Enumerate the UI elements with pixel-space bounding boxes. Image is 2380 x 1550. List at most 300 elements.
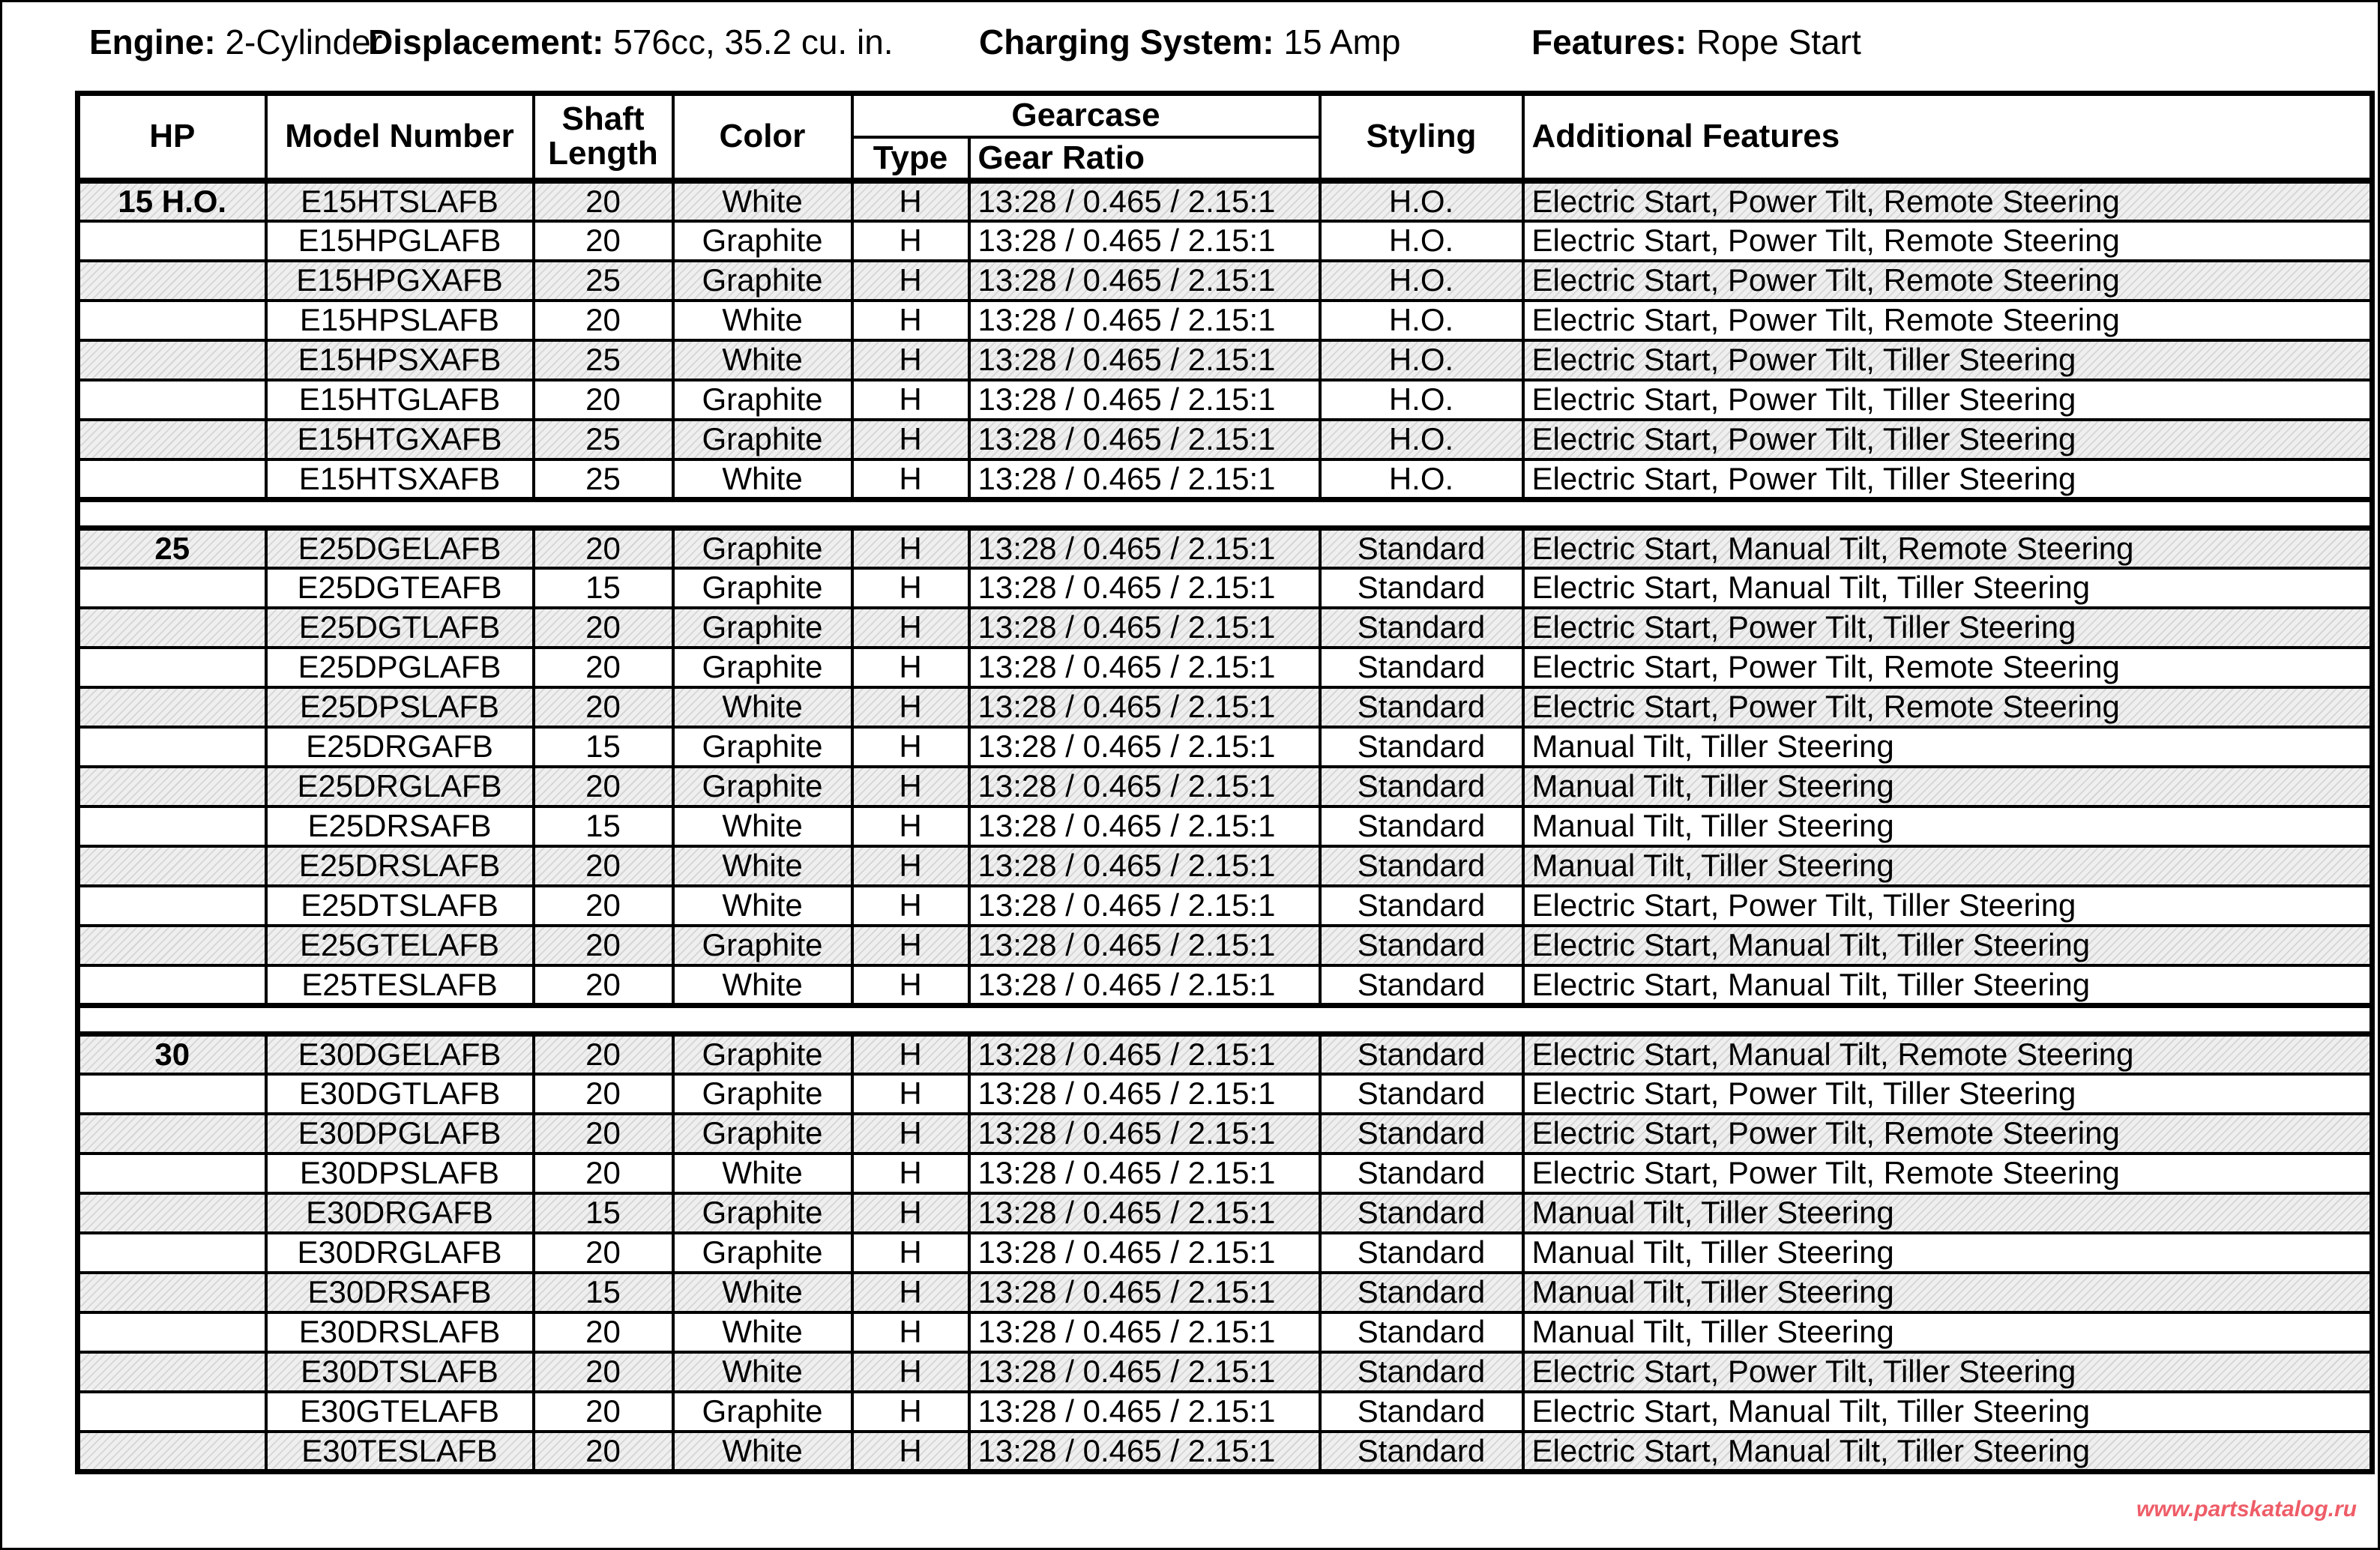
- cell-styling: Standard: [1320, 1074, 1523, 1114]
- cell-additional-features: Electric Start, Power Tilt, Remote Steering: [1523, 1154, 2373, 1193]
- cell-styling: Standard: [1320, 1233, 1523, 1273]
- table-row: [78, 1432, 2373, 1472]
- cell-gearcase-type: H: [852, 301, 969, 340]
- cell-styling: H.O.: [1320, 261, 1523, 301]
- cell-additional-features: Electric Start, Manual Tilt, Tiller Steering: [1523, 926, 2373, 965]
- cell-shaft-length: 20: [534, 301, 673, 340]
- cell-shaft-length: 20: [534, 1034, 673, 1074]
- cell-gear-ratio: 13:28 / 0.465 / 2.15:1: [969, 1352, 1320, 1392]
- table-row: [78, 459, 2373, 500]
- cell-additional-features: Manual Tilt, Tiller Steering: [1523, 806, 2373, 846]
- cell-gearcase-type: H: [852, 727, 969, 767]
- cell-gear-ratio: 13:28 / 0.465 / 2.15:1: [969, 846, 1320, 886]
- cell-model-number: E30DPGLAFB: [266, 1114, 534, 1154]
- cell-shaft-length: 20: [534, 1432, 673, 1472]
- cell-hp: [78, 1193, 266, 1233]
- cell-gearcase-type: H: [852, 965, 969, 1006]
- cell-gearcase-type: H: [852, 1034, 969, 1074]
- cell-styling: Standard: [1320, 648, 1523, 687]
- cell-color: White: [673, 1352, 852, 1392]
- cell-gear-ratio: 13:28 / 0.465 / 2.15:1: [969, 221, 1320, 261]
- cell-color: White: [673, 846, 852, 886]
- cell-color: Graphite: [673, 568, 852, 608]
- cell-hp: [78, 568, 266, 608]
- cell-gearcase-type: H: [852, 261, 969, 301]
- table-row: [78, 1193, 2373, 1233]
- table-row: [78, 221, 2373, 261]
- cell-gear-ratio: 13:28 / 0.465 / 2.15:1: [969, 420, 1320, 459]
- cell-shaft-length: 15: [534, 727, 673, 767]
- cell-hp: [78, 340, 266, 380]
- table-row: [78, 1034, 2373, 1074]
- cell-model-number: E25DPGLAFB: [266, 648, 534, 687]
- cell-color: Graphite: [673, 261, 852, 301]
- cell-styling: Standard: [1320, 1312, 1523, 1352]
- cell-styling: Standard: [1320, 1154, 1523, 1193]
- table-row: [78, 1312, 2373, 1352]
- cell-shaft-length: 20: [534, 608, 673, 648]
- cell-model-number: E30DGELAFB: [266, 1034, 534, 1074]
- cell-color: Graphite: [673, 1074, 852, 1114]
- cell-gear-ratio: 13:28 / 0.465 / 2.15:1: [969, 687, 1320, 727]
- table-row: [78, 1273, 2373, 1312]
- cell-gearcase-type: H: [852, 1352, 969, 1392]
- header-gearcase-type: Type: [852, 137, 969, 181]
- cell-styling: Standard: [1320, 767, 1523, 806]
- cell-color: White: [673, 459, 852, 500]
- group-separator-row: [78, 1005, 2373, 1034]
- cell-gearcase-type: H: [852, 1074, 969, 1114]
- cell-gear-ratio: 13:28 / 0.465 / 2.15:1: [969, 459, 1320, 500]
- cell-model-number: E15HTSXAFB: [266, 459, 534, 500]
- cell-styling: Standard: [1320, 1432, 1523, 1472]
- cell-hp: [78, 459, 266, 500]
- cell-hp: [78, 767, 266, 806]
- engine-meta-line: [2, 22, 2378, 70]
- cell-shaft-length: 20: [534, 1312, 673, 1352]
- cell-shaft-length: 20: [534, 181, 673, 221]
- cell-styling: H.O.: [1320, 459, 1523, 500]
- cell-additional-features: Manual Tilt, Tiller Steering: [1523, 1193, 2373, 1233]
- table-row: [78, 806, 2373, 846]
- cell-styling: Standard: [1320, 846, 1523, 886]
- engine-spec: [89, 22, 382, 62]
- cell-color: Graphite: [673, 608, 852, 648]
- displacement-spec: [368, 22, 894, 62]
- cell-hp: [78, 687, 266, 727]
- cell-gear-ratio: 13:28 / 0.465 / 2.15:1: [969, 1312, 1320, 1352]
- cell-shaft-length: 15: [534, 1273, 673, 1312]
- cell-color: White: [673, 1154, 852, 1193]
- cell-shaft-length: 20: [534, 221, 673, 261]
- cell-hp: [78, 648, 266, 687]
- cell-gear-ratio: 13:28 / 0.465 / 2.15:1: [969, 1074, 1320, 1114]
- table-row: [78, 727, 2373, 767]
- cell-gearcase-type: H: [852, 528, 969, 568]
- charging-system-spec: [979, 22, 1400, 62]
- cell-additional-features: Manual Tilt, Tiller Steering: [1523, 1273, 2373, 1312]
- cell-hp: [78, 846, 266, 886]
- cell-gear-ratio: 13:28 / 0.465 / 2.15:1: [969, 1273, 1320, 1312]
- cell-gearcase-type: H: [852, 1193, 969, 1233]
- cell-model-number: E30DGTLAFB: [266, 1074, 534, 1114]
- cell-styling: H.O.: [1320, 301, 1523, 340]
- cell-shaft-length: 20: [534, 528, 673, 568]
- cell-hp: [78, 806, 266, 846]
- cell-styling: H.O.: [1320, 221, 1523, 261]
- cell-shaft-length: 20: [534, 767, 673, 806]
- cell-styling: Standard: [1320, 1352, 1523, 1392]
- cell-styling: H.O.: [1320, 420, 1523, 459]
- header-hp: HP: [78, 94, 266, 181]
- cell-gearcase-type: H: [852, 648, 969, 687]
- cell-gearcase-type: H: [852, 926, 969, 965]
- cell-hp: [78, 727, 266, 767]
- cell-shaft-length: 20: [534, 1352, 673, 1392]
- engine-value: 2-Cylinder: [225, 22, 383, 61]
- cell-gearcase-type: H: [852, 459, 969, 500]
- cell-model-number: E30DPSLAFB: [266, 1154, 534, 1193]
- cell-styling: H.O.: [1320, 181, 1523, 221]
- table-row: [78, 420, 2373, 459]
- cell-additional-features: Electric Start, Power Tilt, Remote Steering: [1523, 648, 2373, 687]
- cell-color: Graphite: [673, 221, 852, 261]
- cell-additional-features: Electric Start, Manual Tilt, Tiller Steering: [1523, 1392, 2373, 1432]
- header-additional-features: Additional Features: [1523, 94, 2373, 181]
- cell-color: Graphite: [673, 1193, 852, 1233]
- cell-color: White: [673, 340, 852, 380]
- cell-hp: [78, 926, 266, 965]
- cell-model-number: E30DRSLAFB: [266, 1312, 534, 1352]
- cell-model-number: E15HPGXAFB: [266, 261, 534, 301]
- table-header: [78, 94, 2373, 181]
- cell-color: Graphite: [673, 727, 852, 767]
- table-row: [78, 926, 2373, 965]
- cell-gearcase-type: H: [852, 767, 969, 806]
- cell-additional-features: Electric Start, Power Tilt, Tiller Steering: [1523, 1352, 2373, 1392]
- table-row: [78, 181, 2373, 221]
- table-row: [78, 886, 2373, 926]
- cell-shaft-length: 20: [534, 687, 673, 727]
- features-spec: [1531, 22, 1861, 62]
- header-shaft-length: Shaft Length: [534, 94, 673, 181]
- cell-styling: Standard: [1320, 568, 1523, 608]
- cell-color: Graphite: [673, 1392, 852, 1432]
- cell-hp: [78, 965, 266, 1006]
- cell-gearcase-type: H: [852, 687, 969, 727]
- cell-gear-ratio: 13:28 / 0.465 / 2.15:1: [969, 380, 1320, 420]
- cell-gear-ratio: 13:28 / 0.465 / 2.15:1: [969, 608, 1320, 648]
- cell-model-number: E25GTELAFB: [266, 926, 534, 965]
- cell-styling: Standard: [1320, 1034, 1523, 1074]
- charging-system-value: 15 Amp: [1283, 22, 1401, 61]
- cell-color: White: [673, 181, 852, 221]
- cell-gear-ratio: 13:28 / 0.465 / 2.15:1: [969, 181, 1320, 221]
- cell-color: Graphite: [673, 528, 852, 568]
- cell-shaft-length: 25: [534, 420, 673, 459]
- cell-hp: [78, 1233, 266, 1273]
- table-row: [78, 1074, 2373, 1114]
- cell-additional-features: Electric Start, Power Tilt, Tiller Steering: [1523, 420, 2373, 459]
- cell-additional-features: Electric Start, Manual Tilt, Tiller Steering: [1523, 965, 2373, 1006]
- cell-gear-ratio: 13:28 / 0.465 / 2.15:1: [969, 1233, 1320, 1273]
- cell-shaft-length: 15: [534, 806, 673, 846]
- cell-styling: Standard: [1320, 886, 1523, 926]
- cell-additional-features: Manual Tilt, Tiller Steering: [1523, 1233, 2373, 1273]
- cell-model-number: E30DTSLAFB: [266, 1352, 534, 1392]
- cell-hp: [78, 608, 266, 648]
- cell-gear-ratio: 13:28 / 0.465 / 2.15:1: [969, 926, 1320, 965]
- cell-gear-ratio: 13:28 / 0.465 / 2.15:1: [969, 1193, 1320, 1233]
- displacement-label: Displacement:: [368, 22, 604, 61]
- cell-model-number: E25TESLAFB: [266, 965, 534, 1006]
- cell-additional-features: Electric Start, Power Tilt, Remote Steering: [1523, 181, 2373, 221]
- cell-styling: H.O.: [1320, 340, 1523, 380]
- cell-gearcase-type: H: [852, 340, 969, 380]
- cell-gearcase-type: H: [852, 1273, 969, 1312]
- cell-shaft-length: 20: [534, 846, 673, 886]
- table-row: [78, 767, 2373, 806]
- cell-additional-features: Electric Start, Power Tilt, Remote Steering: [1523, 221, 2373, 261]
- cell-styling: Standard: [1320, 926, 1523, 965]
- cell-color: Graphite: [673, 380, 852, 420]
- cell-model-number: E30DRSAFB: [266, 1273, 534, 1312]
- cell-hp: 30: [78, 1034, 266, 1074]
- cell-additional-features: Electric Start, Power Tilt, Remote Steering: [1523, 301, 2373, 340]
- cell-shaft-length: 20: [534, 1074, 673, 1114]
- cell-styling: Standard: [1320, 965, 1523, 1006]
- cell-shaft-length: 25: [534, 340, 673, 380]
- cell-gear-ratio: 13:28 / 0.465 / 2.15:1: [969, 806, 1320, 846]
- cell-shaft-length: 15: [534, 1193, 673, 1233]
- cell-color: White: [673, 1432, 852, 1472]
- cell-color: Graphite: [673, 420, 852, 459]
- cell-model-number: E30DRGAFB: [266, 1193, 534, 1233]
- table-row: [78, 1233, 2373, 1273]
- cell-styling: Standard: [1320, 806, 1523, 846]
- cell-shaft-length: 25: [534, 459, 673, 500]
- cell-hp: [78, 1352, 266, 1392]
- cell-additional-features: Electric Start, Power Tilt, Tiller Steering: [1523, 608, 2373, 648]
- table-row: [78, 340, 2373, 380]
- table-row: [78, 568, 2373, 608]
- cell-model-number: E25DGTLAFB: [266, 608, 534, 648]
- cell-model-number: E25DGELAFB: [266, 528, 534, 568]
- cell-hp: [78, 261, 266, 301]
- cell-color: Graphite: [673, 767, 852, 806]
- cell-gear-ratio: 13:28 / 0.465 / 2.15:1: [969, 340, 1320, 380]
- cell-styling: Standard: [1320, 727, 1523, 767]
- table-row: [78, 648, 2373, 687]
- cell-gear-ratio: 13:28 / 0.465 / 2.15:1: [969, 1432, 1320, 1472]
- group-separator-cell: [78, 1005, 2373, 1034]
- cell-shaft-length: 20: [534, 1154, 673, 1193]
- cell-shaft-length: 20: [534, 380, 673, 420]
- cell-hp: 15 H.O.: [78, 181, 266, 221]
- cell-gearcase-type: H: [852, 568, 969, 608]
- header-gear-ratio: Gear Ratio: [969, 137, 1320, 181]
- group-separator-cell: [78, 499, 2373, 528]
- cell-styling: H.O.: [1320, 380, 1523, 420]
- cell-gearcase-type: H: [852, 420, 969, 459]
- cell-model-number: E25DGTEAFB: [266, 568, 534, 608]
- cell-color: Graphite: [673, 926, 852, 965]
- cell-hp: [78, 1114, 266, 1154]
- cell-shaft-length: 20: [534, 648, 673, 687]
- charging-system-label: Charging System:: [979, 22, 1274, 61]
- cell-color: Graphite: [673, 1034, 852, 1074]
- cell-additional-features: Electric Start, Manual Tilt, Tiller Steering: [1523, 1432, 2373, 1472]
- cell-gear-ratio: 13:28 / 0.465 / 2.15:1: [969, 1154, 1320, 1193]
- header-model-number: Model Number: [266, 94, 534, 181]
- table-row: [78, 380, 2373, 420]
- cell-color: White: [673, 886, 852, 926]
- cell-shaft-length: 20: [534, 1392, 673, 1432]
- cell-shaft-length: 20: [534, 965, 673, 1006]
- cell-model-number: E30GTELAFB: [266, 1392, 534, 1432]
- cell-gearcase-type: H: [852, 181, 969, 221]
- cell-gearcase-type: H: [852, 380, 969, 420]
- cell-model-number: E30TESLAFB: [266, 1432, 534, 1472]
- cell-shaft-length: 15: [534, 568, 673, 608]
- cell-gearcase-type: H: [852, 846, 969, 886]
- cell-additional-features: Manual Tilt, Tiller Steering: [1523, 846, 2373, 886]
- cell-hp: [78, 380, 266, 420]
- cell-shaft-length: 25: [534, 261, 673, 301]
- table-row: [78, 965, 2373, 1006]
- cell-styling: Standard: [1320, 1114, 1523, 1154]
- cell-model-number: E30DRGLAFB: [266, 1233, 534, 1273]
- header-gearcase: Gearcase: [852, 94, 1320, 137]
- cell-color: White: [673, 1273, 852, 1312]
- cell-styling: Standard: [1320, 1193, 1523, 1233]
- cell-color: Graphite: [673, 648, 852, 687]
- table-row: [78, 846, 2373, 886]
- cell-gear-ratio: 13:28 / 0.465 / 2.15:1: [969, 965, 1320, 1006]
- features-value: Rope Start: [1696, 22, 1861, 61]
- cell-model-number: E25DRSAFB: [266, 806, 534, 846]
- cell-gear-ratio: 13:28 / 0.465 / 2.15:1: [969, 1114, 1320, 1154]
- cell-gear-ratio: 13:28 / 0.465 / 2.15:1: [969, 301, 1320, 340]
- group-separator-row: [78, 499, 2373, 528]
- cell-gear-ratio: 13:28 / 0.465 / 2.15:1: [969, 767, 1320, 806]
- cell-additional-features: Manual Tilt, Tiller Steering: [1523, 767, 2373, 806]
- header-styling: Styling: [1320, 94, 1523, 181]
- cell-gear-ratio: 13:28 / 0.465 / 2.15:1: [969, 568, 1320, 608]
- cell-hp: [78, 1392, 266, 1432]
- cell-hp: [78, 1273, 266, 1312]
- cell-color: Graphite: [673, 1233, 852, 1273]
- cell-gearcase-type: H: [852, 608, 969, 648]
- header-color: Color: [673, 94, 852, 181]
- cell-additional-features: Electric Start, Power Tilt, Tiller Steering: [1523, 340, 2373, 380]
- table-row: [78, 1392, 2373, 1432]
- cell-hp: [78, 221, 266, 261]
- cell-shaft-length: 20: [534, 1233, 673, 1273]
- displacement-value: 576cc, 35.2 cu. in.: [613, 22, 894, 61]
- cell-additional-features: Electric Start, Power Tilt, Tiller Steering: [1523, 380, 2373, 420]
- cell-model-number: E25DRSLAFB: [266, 846, 534, 886]
- cell-gearcase-type: H: [852, 1114, 969, 1154]
- cell-model-number: E15HPSLAFB: [266, 301, 534, 340]
- cell-additional-features: Electric Start, Power Tilt, Tiller Steering: [1523, 1074, 2373, 1114]
- cell-additional-features: Manual Tilt, Tiller Steering: [1523, 1312, 2373, 1352]
- cell-hp: [78, 1154, 266, 1193]
- cell-model-number: E15HTGLAFB: [266, 380, 534, 420]
- cell-gear-ratio: 13:28 / 0.465 / 2.15:1: [969, 1392, 1320, 1432]
- cell-color: White: [673, 301, 852, 340]
- cell-color: White: [673, 806, 852, 846]
- cell-hp: [78, 886, 266, 926]
- spec-table-body: [78, 181, 2373, 1472]
- engine-label: Engine:: [89, 22, 216, 61]
- cell-model-number: E25DPSLAFB: [266, 687, 534, 727]
- cell-hp: [78, 1074, 266, 1114]
- cell-hp: [78, 420, 266, 459]
- cell-color: White: [673, 687, 852, 727]
- cell-color: White: [673, 965, 852, 1006]
- cell-additional-features: Manual Tilt, Tiller Steering: [1523, 727, 2373, 767]
- cell-styling: Standard: [1320, 608, 1523, 648]
- cell-gearcase-type: H: [852, 1154, 969, 1193]
- cell-additional-features: Electric Start, Power Tilt, Tiller Steering: [1523, 459, 2373, 500]
- cell-model-number: E15HPGLAFB: [266, 221, 534, 261]
- cell-styling: Standard: [1320, 528, 1523, 568]
- watermark-text: www.partskatalog.ru: [2136, 1497, 2357, 1522]
- cell-gear-ratio: 13:28 / 0.465 / 2.15:1: [969, 1034, 1320, 1074]
- cell-model-number: E25DRGLAFB: [266, 767, 534, 806]
- cell-gear-ratio: 13:28 / 0.465 / 2.15:1: [969, 886, 1320, 926]
- cell-color: White: [673, 1312, 852, 1352]
- cell-gearcase-type: H: [852, 806, 969, 846]
- cell-color: Graphite: [673, 1114, 852, 1154]
- table-row: [78, 301, 2373, 340]
- cell-model-number: E15HTSLAFB: [266, 181, 534, 221]
- cell-model-number: E15HTGXAFB: [266, 420, 534, 459]
- cell-additional-features: Electric Start, Power Tilt, Tiller Steering: [1523, 886, 2373, 926]
- cell-additional-features: Electric Start, Power Tilt, Remote Steering: [1523, 687, 2373, 727]
- cell-gear-ratio: 13:28 / 0.465 / 2.15:1: [969, 261, 1320, 301]
- table-row: [78, 608, 2373, 648]
- cell-gear-ratio: 13:28 / 0.465 / 2.15:1: [969, 727, 1320, 767]
- cell-shaft-length: 20: [534, 886, 673, 926]
- cell-additional-features: Electric Start, Power Tilt, Remote Steering: [1523, 1114, 2373, 1154]
- table-row: [78, 1352, 2373, 1392]
- cell-shaft-length: 20: [534, 926, 673, 965]
- cell-gear-ratio: 13:28 / 0.465 / 2.15:1: [969, 648, 1320, 687]
- cell-styling: Standard: [1320, 1273, 1523, 1312]
- cell-gear-ratio: 13:28 / 0.465 / 2.15:1: [969, 528, 1320, 568]
- cell-additional-features: Electric Start, Manual Tilt, Remote Steering: [1523, 1034, 2373, 1074]
- cell-model-number: E25DTSLAFB: [266, 886, 534, 926]
- cell-styling: Standard: [1320, 687, 1523, 727]
- cell-hp: [78, 1312, 266, 1352]
- cell-styling: Standard: [1320, 1392, 1523, 1432]
- cell-model-number: E25DRGAFB: [266, 727, 534, 767]
- model-spec-table: [75, 91, 2375, 1474]
- cell-hp: 25: [78, 528, 266, 568]
- cell-hp: [78, 301, 266, 340]
- features-label: Features:: [1531, 22, 1687, 61]
- cell-additional-features: Electric Start, Power Tilt, Remote Steering: [1523, 261, 2373, 301]
- cell-shaft-length: 20: [534, 1114, 673, 1154]
- cell-gearcase-type: H: [852, 1312, 969, 1352]
- table-row: [78, 1154, 2373, 1193]
- cell-gearcase-type: H: [852, 1233, 969, 1273]
- cell-gearcase-type: H: [852, 221, 969, 261]
- table-row: [78, 1114, 2373, 1154]
- cell-hp: [78, 1432, 266, 1472]
